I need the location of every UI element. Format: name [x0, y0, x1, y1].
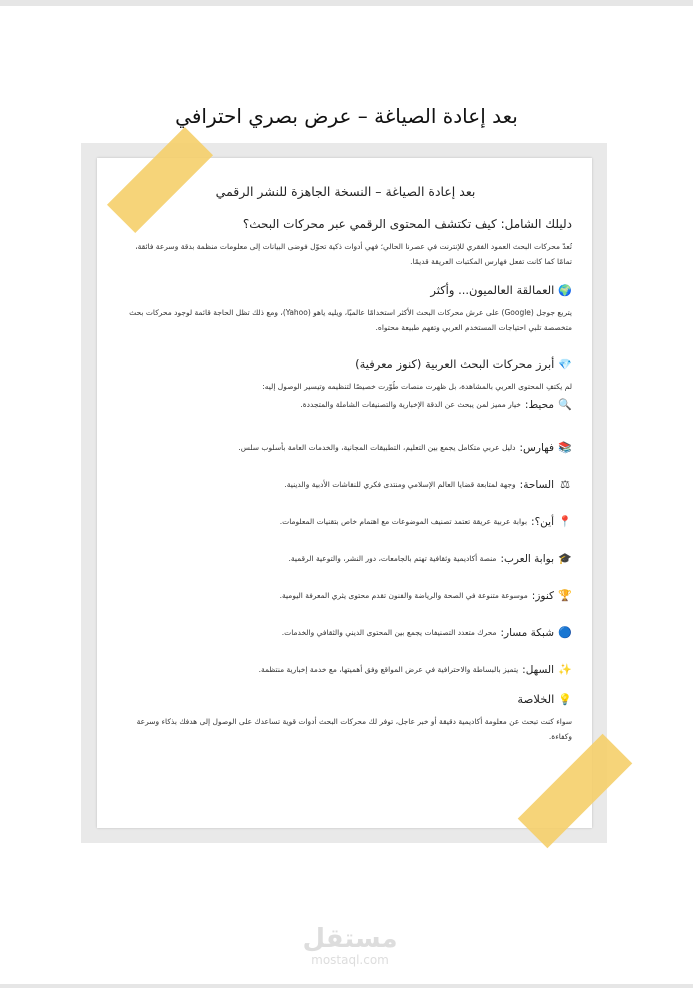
- global-section-heading: [119, 283, 572, 297]
- engine-name: كنوز:: [531, 589, 554, 602]
- search-engine-item: [119, 441, 572, 454]
- document-page: [97, 158, 592, 828]
- trophy-icon: 🏆: [558, 589, 572, 602]
- pin-icon: 📍: [558, 515, 572, 528]
- engine-description: دليل عربي متكامل يجمع بين التعليم، التطبيقات المجانية، والخدمات العامة بأسلوب سلس.: [238, 443, 516, 452]
- engine-name: السهل:: [522, 663, 554, 676]
- global-text: يتربع جوجل (Google) على عرش محركات البحث الأكثر استخدامًا عالميًا، ويليه ياهو (Yahoo)، ومع ذلك تظل الحاجة قائمة لوجود محركات بحث متخصصة تلبي احتياجات المستخدم العربي وتفهم طبيعة محتواه.: [129, 308, 572, 332]
- arab-section-heading: [119, 357, 572, 371]
- top-bar: [0, 0, 693, 6]
- document-title: بعد إعادة الصياغة – النسخة الجاهزة للنشر الرقمي: [215, 184, 476, 199]
- search-engine-item: [119, 515, 572, 528]
- document-heading: دليلك الشامل: كيف تكتشف المحتوى الرقمي عبر محركات البحث؟: [242, 217, 572, 231]
- engine-name: فهارس:: [519, 441, 554, 454]
- search-engine-item: [119, 398, 572, 411]
- engine-name: الساحة:: [519, 478, 554, 491]
- sparkles-icon: ✨: [558, 663, 572, 676]
- engine-description: منصة أكاديمية وثقافية تهتم بالجامعات، دور النشر، والتوعية الرقمية.: [288, 554, 497, 563]
- page-title: بعد إعادة الصياغة – عرض بصري احترافي: [175, 104, 518, 128]
- mostaql-watermark: [290, 925, 410, 967]
- bottom-bar: [0, 984, 693, 988]
- gem-icon: 💎: [558, 358, 572, 371]
- arab-heading-text: أبرز محركات البحث العربية (كنوز معرفية): [355, 357, 555, 371]
- lightbulb-icon: 💡: [558, 693, 572, 706]
- engine-name: شبكة مسار:: [500, 626, 554, 639]
- search-engine-item: [119, 589, 572, 602]
- scales-icon: ⚖: [560, 478, 570, 491]
- search-engine-item: [119, 626, 572, 639]
- engine-name: محيط:: [524, 398, 554, 411]
- search-engine-item: [119, 663, 572, 676]
- books-icon: 📚: [558, 441, 572, 454]
- engine-name: أين؟:: [531, 515, 554, 528]
- watermark-url: mostaql.com: [311, 953, 389, 967]
- summary-heading: [119, 692, 572, 706]
- engine-description: يتميز بالبساطة والاحترافية في عرض المواقع وفق أهميتها، مع خدمة إخبارية منتظمة.: [258, 665, 519, 674]
- engine-description: وجهة لمتابعة قضايا العالم الإسلامي ومنتدى فكري للنقاشات الأدبية والدينية.: [284, 480, 516, 489]
- engine-description: بوابة عربية عريقة تعتمد تصنيف الموضوعات مع اهتمام خاص بتقنيات المعلومات.: [279, 517, 528, 526]
- engine-name: بوابة العرب:: [500, 552, 554, 565]
- engine-description: محرك متعدد التصنيفات يجمع بين المحتوى الديني والثقافي والخدمات.: [281, 628, 497, 637]
- engine-description: موسوعة متنوعة في الصحة والرياضة والفنون تقدم محتوى يثري المعرفة اليومية.: [279, 591, 528, 600]
- arab-intro: لم يكتفِ المحتوى العربي بالمشاهدة، بل ظهرت منصات طُوّرت خصيصًا لتنظيمه وتيسير الوصول إليه:: [262, 382, 572, 391]
- globe-icon: 🌍: [558, 284, 572, 297]
- watermark-arabic: مستقل: [302, 924, 398, 954]
- intro-text: تُعدّ محركات البحث العمود الفقري للإنترنت في عصرنا الحالي؛ فهي أدوات ذكية تحوّل فوضى البيانات إلى معلومات منظمة بدقة وسرعة فائقة، تمامًا كما كانت تفعل فهارس المكتبات العريقة قديمًا.: [135, 242, 572, 266]
- search-engine-item: [119, 552, 572, 565]
- graduation-cap-icon: 🎓: [558, 552, 572, 565]
- engine-description: خيار مميز لمن يبحث عن الدقة الإخبارية والتصنيفات الشاملة والمتجددة.: [300, 400, 521, 409]
- summary-text: سواء كنت تبحث عن معلومة أكاديمية دقيقة أو خبر عاجل، توفر لك محركات البحث أدوات قوية تساعدك على الوصول إلى هدفك بذكاء وسرعة وكفاءة.: [136, 717, 572, 741]
- search-engine-item: [119, 478, 572, 491]
- blue-circle-icon: 🔵: [558, 626, 572, 639]
- magnifier-icon: 🔍: [558, 398, 572, 411]
- global-heading-text: العمالقة العالميون... وأكثر: [430, 283, 555, 297]
- summary-heading-text: الخلاصة: [517, 692, 555, 706]
